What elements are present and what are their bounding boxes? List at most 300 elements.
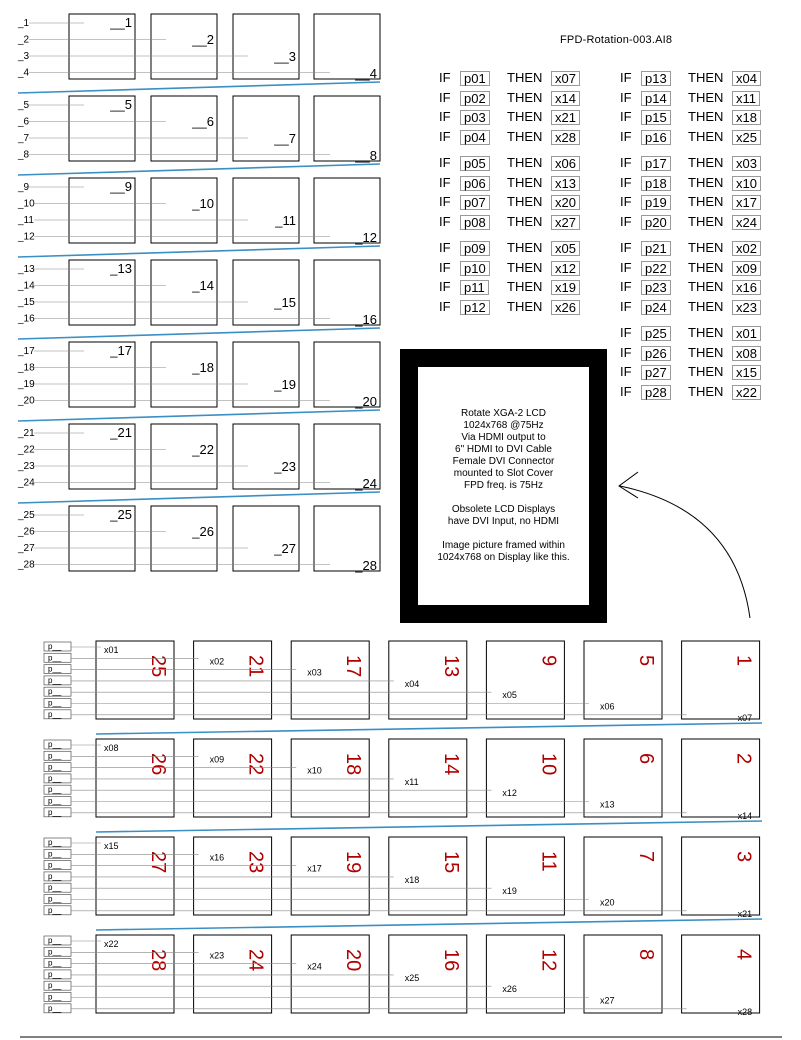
output-code: x10 <box>732 176 761 191</box>
output-code: x04 <box>732 71 761 86</box>
rotated-number: 18 <box>342 753 365 776</box>
output-code: x05 <box>551 241 580 256</box>
input-port-label: _24 <box>18 477 35 489</box>
panel-cell <box>233 424 299 489</box>
output-label: x21 <box>737 908 753 919</box>
if-label: IF <box>439 128 451 144</box>
if-label: IF <box>439 174 451 190</box>
input-port-code: p25 <box>641 326 671 341</box>
output-label: x08 <box>104 743 119 753</box>
input-port-label: _10 <box>18 198 35 210</box>
if-label: IF <box>620 128 632 144</box>
cell-number: _21 <box>110 425 132 440</box>
rotated-number: 14 <box>439 753 462 776</box>
rotation-arrow <box>620 486 750 618</box>
port-label: p__ <box>48 675 62 685</box>
cell-number: _15 <box>274 295 296 310</box>
rule-row <box>439 70 609 86</box>
output-code: x22 <box>732 385 761 400</box>
output-code: x24 <box>732 215 761 230</box>
if-label: IF <box>620 70 632 85</box>
cell-number: _23 <box>274 459 296 474</box>
output-label: x11 <box>404 776 419 787</box>
rotated-number: 6 <box>635 753 657 765</box>
input-port-code: p01 <box>460 71 490 86</box>
input-port-label: _15 <box>18 297 35 308</box>
sweep-line <box>18 410 380 421</box>
then-label: THEN <box>507 213 543 229</box>
rotated-cell <box>486 641 564 719</box>
then-label: THEN <box>688 155 724 170</box>
output-code: x14 <box>551 91 580 106</box>
input-port-label: _25 <box>18 510 35 521</box>
rotated-cell <box>389 935 467 1013</box>
input-port-label: _3 <box>18 51 30 62</box>
rotated-number: 1 <box>732 655 755 667</box>
rotated-cell <box>584 739 662 817</box>
display-frame <box>400 349 607 623</box>
input-port-code: p20 <box>641 215 671 230</box>
cell-number: _19 <box>274 377 296 392</box>
input-port-code: p10 <box>460 261 490 276</box>
if-label: IF <box>620 298 632 314</box>
if-label: IF <box>620 325 632 340</box>
rotated-number: 26 <box>147 753 169 776</box>
input-port-label: _14 <box>18 280 35 292</box>
then-label: THEN <box>688 383 724 399</box>
input-port-label: _19 <box>18 379 35 390</box>
input-port-label: _12 <box>18 231 35 243</box>
sweep-line <box>18 164 380 175</box>
then-label: THEN <box>507 259 543 275</box>
then-label: THEN <box>507 89 543 105</box>
cell-number: __7 <box>274 131 296 146</box>
port-label: p__ <box>48 653 62 663</box>
rotated-cell <box>682 739 760 817</box>
rotated-cell <box>291 641 369 719</box>
input-port-code: p05 <box>460 156 490 171</box>
port-label: p__ <box>48 894 62 904</box>
rotated-number: 5 <box>635 655 657 667</box>
output-label: x19 <box>502 886 517 897</box>
sweep-line <box>96 723 762 734</box>
rotated-cell <box>486 935 564 1013</box>
rotated-number: 27 <box>147 851 169 874</box>
if-label: IF <box>620 259 632 275</box>
output-label: x17 <box>307 863 322 874</box>
cell-number: _24 <box>355 476 377 491</box>
port-label: p__ <box>48 664 62 674</box>
cell-number: _25 <box>110 507 132 522</box>
input-port-code: p16 <box>641 130 671 145</box>
if-label: IF <box>439 298 451 314</box>
rule-row <box>439 279 609 295</box>
rotated-number: 10 <box>537 753 560 776</box>
panel-cell <box>233 342 299 407</box>
input-port-code: p17 <box>641 156 671 171</box>
rotated-number: 15 <box>439 851 462 874</box>
rotated-number: 9 <box>537 655 560 667</box>
sweep-line <box>18 246 380 257</box>
port-label: p__ <box>48 642 62 651</box>
then-label: THEN <box>688 279 724 294</box>
output-code: x07 <box>551 71 580 86</box>
rule-row <box>620 129 790 145</box>
then-label: THEN <box>688 194 724 209</box>
output-code: x02 <box>732 241 761 256</box>
output-label: x23 <box>209 950 225 961</box>
input-port-label: _1 <box>18 18 30 29</box>
output-label: x07 <box>737 712 753 723</box>
cell-number: _27 <box>274 541 296 556</box>
input-port-label: _7 <box>18 133 30 144</box>
cell-number: _14 <box>192 278 214 293</box>
info-line: 1024x768 on Display like this. <box>437 552 570 563</box>
rotated-number: 19 <box>342 851 365 874</box>
cell-number: __5 <box>110 97 132 112</box>
sweep-line <box>18 82 380 93</box>
info-line: Female DVI Connector <box>452 456 555 467</box>
then-label: THEN <box>507 174 543 190</box>
output-label: x04 <box>404 678 420 689</box>
display-screen <box>418 367 589 605</box>
rotated-cell <box>682 837 760 915</box>
input-port-label: _16 <box>18 313 35 325</box>
rotated-number: 8 <box>635 949 657 961</box>
output-label: x16 <box>209 852 225 863</box>
rotated-cell <box>682 935 760 1013</box>
if-label: IF <box>620 89 632 105</box>
rule-row <box>620 364 790 380</box>
output-label: x03 <box>307 667 322 678</box>
input-port-label: _5 <box>18 100 30 111</box>
rule-row <box>439 175 609 191</box>
output-code: x18 <box>732 110 761 125</box>
then-label: THEN <box>688 298 724 314</box>
then-label: THEN <box>688 70 724 85</box>
input-port-code: p13 <box>641 71 671 86</box>
port-label: p__ <box>48 860 62 870</box>
input-port-label: _2 <box>18 34 30 46</box>
port-label: p__ <box>48 947 62 957</box>
output-label: x14 <box>737 810 753 821</box>
rule-row <box>439 129 609 145</box>
cell-number: _26 <box>192 524 214 539</box>
input-port-label: _28 <box>18 559 35 571</box>
cell-number: __4 <box>355 66 377 81</box>
port-label: p__ <box>48 992 62 1002</box>
rotated-number: 7 <box>635 851 657 863</box>
info-line: Obsolete LCD Displays <box>451 504 556 515</box>
then-label: THEN <box>688 89 724 105</box>
info-line: FPD freq. is 75Hz <box>464 480 543 491</box>
output-label: x01 <box>104 645 119 655</box>
if-label: IF <box>439 213 451 229</box>
sweep-line <box>18 328 380 339</box>
file-title: FPD-Rotation-003.AI8 <box>560 34 673 46</box>
input-port-code: p18 <box>641 176 671 191</box>
rule-row <box>439 194 609 210</box>
output-code: x15 <box>732 365 761 380</box>
port-label: p__ <box>48 709 62 719</box>
output-code: x23 <box>732 300 761 315</box>
then-label: THEN <box>507 155 543 170</box>
output-code: x27 <box>551 215 580 230</box>
rotated-number: 22 <box>244 753 267 776</box>
then-label: THEN <box>507 70 543 85</box>
rule-row <box>620 70 790 86</box>
output-label: x13 <box>600 799 615 810</box>
rule-row <box>620 214 790 230</box>
rule-row <box>620 240 790 256</box>
cell-number: _10 <box>192 196 214 211</box>
then-label: THEN <box>688 325 724 340</box>
if-label: IF <box>620 364 632 379</box>
output-code: x09 <box>732 261 761 276</box>
port-label: p__ <box>48 849 62 859</box>
info-line: Via HDMI output to <box>461 432 546 443</box>
port-label: p__ <box>48 936 62 945</box>
input-port-code: p06 <box>460 176 490 191</box>
rotated-number: 25 <box>147 655 169 678</box>
input-port-label: _18 <box>18 362 35 374</box>
output-code: x08 <box>732 346 761 361</box>
panel-cell <box>233 178 299 243</box>
if-label: IF <box>620 155 632 170</box>
output-code: x20 <box>551 195 580 210</box>
sweep-line <box>18 492 380 503</box>
port-label: p__ <box>48 796 62 806</box>
rotated-cell <box>584 837 662 915</box>
rotated-cell <box>389 641 467 719</box>
info-line: 1024x768 @75Hz <box>463 420 544 431</box>
input-port-code: p09 <box>460 241 490 256</box>
port-label: p__ <box>48 762 62 772</box>
then-label: THEN <box>688 240 724 255</box>
input-port-label: _21 <box>18 428 35 439</box>
then-label: THEN <box>507 279 543 294</box>
rule-row <box>620 279 790 295</box>
output-label: x28 <box>737 1006 753 1017</box>
output-code: x12 <box>551 261 580 276</box>
rotated-number: 3 <box>732 851 755 863</box>
input-port-label: _23 <box>18 461 35 472</box>
output-code: x25 <box>732 130 761 145</box>
output-code: x21 <box>551 110 580 125</box>
cell-number: _20 <box>355 394 377 409</box>
rotated-cell <box>291 837 369 915</box>
then-label: THEN <box>688 213 724 229</box>
rule-row <box>439 155 609 171</box>
if-label: IF <box>620 279 632 294</box>
input-port-code: p02 <box>460 91 490 106</box>
input-port-code: p14 <box>641 91 671 106</box>
sweep-line <box>96 821 762 832</box>
port-label: p__ <box>48 981 62 991</box>
rotated-cell <box>194 837 272 915</box>
input-port-label: _8 <box>18 149 30 161</box>
output-code: x17 <box>732 195 761 210</box>
then-label: THEN <box>688 364 724 379</box>
input-port-code: p07 <box>460 195 490 210</box>
cell-number: _18 <box>192 360 214 375</box>
input-port-label: _11 <box>18 215 34 226</box>
rule-row <box>439 299 609 315</box>
rotated-cell <box>194 739 272 817</box>
if-label: IF <box>620 344 632 360</box>
input-port-code: p19 <box>641 195 671 210</box>
if-label: IF <box>439 155 451 170</box>
rotated-cell <box>194 935 272 1013</box>
output-code: x13 <box>551 176 580 191</box>
panel-cell <box>233 260 299 325</box>
if-label: IF <box>620 194 632 209</box>
input-port-code: p28 <box>641 385 671 400</box>
port-label: p__ <box>48 751 62 761</box>
rotated-number: 17 <box>342 655 365 678</box>
rotated-cell <box>584 935 662 1013</box>
output-label: x09 <box>209 754 225 765</box>
input-port-code: p22 <box>641 261 671 276</box>
port-label: p__ <box>48 838 62 847</box>
rotated-number: 16 <box>439 949 462 972</box>
rule-row <box>620 155 790 171</box>
rule-row <box>439 90 609 106</box>
rule-row <box>439 260 609 276</box>
if-label: IF <box>620 213 632 229</box>
rotated-cell <box>486 739 564 817</box>
sweep-line <box>96 919 762 930</box>
cell-number: _12 <box>355 230 377 245</box>
rotated-number: 20 <box>342 949 365 972</box>
rotated-number: 23 <box>244 851 267 874</box>
rotated-number: 24 <box>244 949 267 972</box>
rotated-number: 11 <box>537 851 560 872</box>
then-label: THEN <box>688 174 724 190</box>
input-port-label: _20 <box>18 395 35 407</box>
cell-number: __3 <box>274 49 296 64</box>
rotation-arrow-head <box>619 472 638 498</box>
info-line: 6" HDMI to DVI Cable <box>455 444 552 455</box>
rule-row <box>620 260 790 276</box>
if-label: IF <box>620 383 632 399</box>
output-label: x27 <box>600 995 615 1006</box>
cell-number: __6 <box>192 114 214 129</box>
rotated-cell <box>389 837 467 915</box>
rotated-number: 12 <box>537 949 560 972</box>
info-line: have DVI Input, no HDMI <box>447 516 560 527</box>
output-label: x25 <box>404 972 420 983</box>
rotated-number: 21 <box>244 655 267 678</box>
rule-row <box>620 194 790 210</box>
cell-number: _28 <box>355 558 377 573</box>
output-label: x26 <box>502 984 517 995</box>
cell-number: __9 <box>110 179 132 194</box>
input-port-code: p26 <box>641 346 671 361</box>
port-label: p__ <box>48 807 62 817</box>
port-label: p__ <box>48 687 62 697</box>
rotated-cell <box>194 641 272 719</box>
output-code: x03 <box>732 156 761 171</box>
if-label: IF <box>439 240 451 255</box>
port-label: p__ <box>48 883 62 893</box>
input-port-label: _22 <box>18 444 35 456</box>
input-port-code: p27 <box>641 365 671 380</box>
input-port-code: p15 <box>641 110 671 125</box>
port-label: p__ <box>48 969 62 979</box>
output-label: x06 <box>600 701 615 712</box>
cell-number: _22 <box>192 442 214 457</box>
input-port-label: _4 <box>18 67 30 79</box>
rotated-cell <box>486 837 564 915</box>
output-label: x20 <box>600 897 615 908</box>
output-code: x26 <box>551 300 580 315</box>
if-label: IF <box>439 259 451 275</box>
left-input-panel <box>17 14 380 573</box>
then-label: THEN <box>507 298 543 314</box>
rotated-cell <box>389 739 467 817</box>
rotated-number: 4 <box>732 949 755 961</box>
if-label: IF <box>620 174 632 190</box>
port-label: p__ <box>48 698 62 708</box>
then-label: THEN <box>688 128 724 144</box>
output-code: x19 <box>551 280 580 295</box>
input-port-label: _26 <box>18 526 35 538</box>
input-port-code: p12 <box>460 300 490 315</box>
rule-row <box>620 90 790 106</box>
if-label: IF <box>439 109 451 124</box>
port-label: p__ <box>48 785 62 795</box>
panel-cell <box>233 506 299 571</box>
rule-row <box>439 214 609 230</box>
input-port-code: p04 <box>460 130 490 145</box>
rule-row <box>620 384 790 400</box>
port-label: p__ <box>48 740 62 749</box>
output-label: x24 <box>307 961 322 972</box>
input-port-code: p21 <box>641 241 671 256</box>
if-label: IF <box>439 70 451 85</box>
rule-row <box>620 109 790 125</box>
input-port-label: _13 <box>18 264 35 275</box>
info-line: mounted to Slot Cover <box>453 468 554 479</box>
input-port-label: _6 <box>18 116 30 128</box>
then-label: THEN <box>507 194 543 209</box>
cell-number: _16 <box>355 312 377 327</box>
cell-number: _13 <box>110 261 132 276</box>
output-label: x12 <box>502 788 517 799</box>
if-label: IF <box>439 89 451 105</box>
port-label: p__ <box>48 773 62 783</box>
panel-cell <box>233 14 299 79</box>
rotated-cell <box>291 935 369 1013</box>
port-label: p__ <box>48 871 62 881</box>
then-label: THEN <box>688 109 724 124</box>
output-label: x02 <box>209 656 225 667</box>
cell-number: _17 <box>110 343 132 358</box>
output-code: x01 <box>732 326 761 341</box>
output-code: x11 <box>732 91 760 106</box>
cell-number: _11 <box>275 213 296 228</box>
input-port-label: _9 <box>18 182 30 193</box>
rotated-cell <box>584 641 662 719</box>
output-label: x05 <box>502 690 517 701</box>
output-label: x15 <box>104 841 119 851</box>
port-label: p__ <box>48 1003 62 1013</box>
output-label: x18 <box>404 874 420 885</box>
rotated-number: 2 <box>732 753 755 765</box>
rule-row <box>620 175 790 191</box>
then-label: THEN <box>507 240 543 255</box>
